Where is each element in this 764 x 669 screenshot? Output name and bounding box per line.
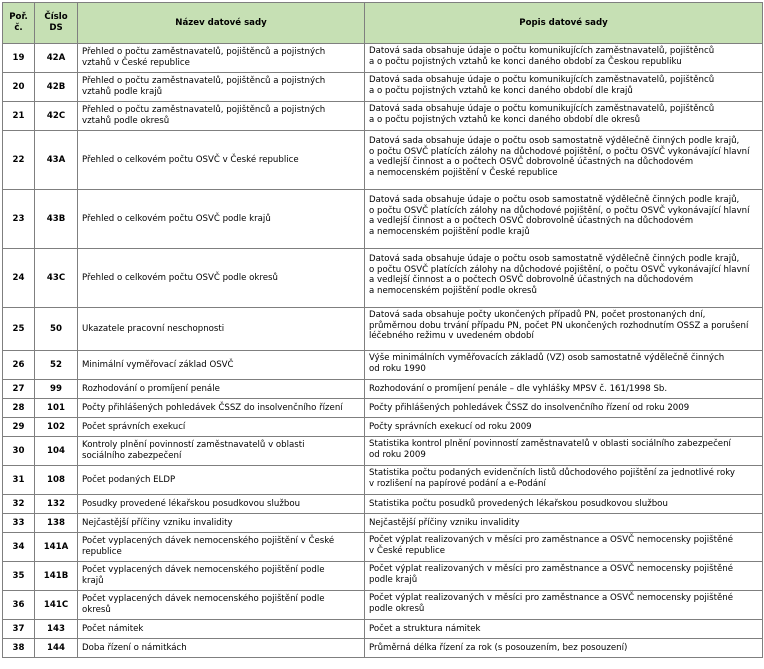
table-row bbox=[3, 190, 763, 249]
dataset-description bbox=[365, 190, 763, 249]
row-number: 27 bbox=[3, 380, 35, 399]
dataset-description-line: Statistika kontrol plnění povinností zaměstnavatelů v oblasti sociálního zabezpečení bbox=[369, 439, 731, 449]
table-row bbox=[3, 620, 763, 639]
dataset-description-line: léčebného režimu v uvedeném období bbox=[369, 331, 534, 342]
table-row bbox=[3, 639, 763, 658]
table-row bbox=[3, 562, 763, 591]
dataset-description bbox=[365, 514, 763, 533]
header-dataset-code-line1: Číslo bbox=[44, 12, 68, 23]
dataset-name-line: vztahů v České republice bbox=[82, 58, 190, 68]
dataset-name-line: sociálního zabezpečení bbox=[82, 451, 182, 461]
dataset-description-line: podle krajů bbox=[369, 574, 418, 585]
dataset-description bbox=[365, 351, 763, 380]
dataset-description bbox=[365, 466, 763, 495]
dataset-description-line: a vedlejší činnost a o počtech OSVČ dobrovolně účastných na důchodovém bbox=[369, 157, 694, 168]
row-number: 28 bbox=[3, 399, 35, 418]
dataset-code: 108 bbox=[35, 466, 78, 495]
dataset-name-line: Doba řízení o námitkách bbox=[82, 642, 187, 653]
dataset-description-line: Datová sada obsahuje údaje o počtu osob samostatně výdělečně činných podle krajů, bbox=[369, 254, 740, 264]
dataset-description bbox=[365, 437, 763, 466]
dataset-description bbox=[365, 249, 763, 308]
table-row bbox=[3, 308, 763, 351]
row-number: 19 bbox=[3, 44, 35, 73]
row-number: 30 bbox=[3, 437, 35, 466]
dataset-name-line: krajů bbox=[82, 576, 104, 586]
table-row bbox=[3, 44, 763, 73]
dataset-code: 141C bbox=[35, 591, 78, 620]
row-number: 26 bbox=[3, 351, 35, 380]
dataset-name-line: Ukazatele pracovní neschopnosti bbox=[82, 323, 225, 334]
dataset-name bbox=[78, 533, 365, 562]
dataset-name-line: Počty přihlášených pohledávek ČSSZ do insolvenčního řízení bbox=[82, 402, 343, 413]
dataset-name-line: Počet vyplacených dávek nemocenského pojištění podle bbox=[82, 594, 325, 605]
dataset-description-line: a nemocenském pojištění podle okresů bbox=[369, 285, 537, 296]
dataset-description-line: od roku 1990 bbox=[369, 363, 426, 374]
dataset-name bbox=[78, 514, 365, 533]
dataset-description-line: průměrnou dobu trvání případu PN, počet PN ukončených rozhodnutím OSSZ a porušení bbox=[369, 320, 749, 331]
dataset-code: 43A bbox=[35, 131, 78, 190]
dataset-name-line: Počet podaných ELDP bbox=[82, 474, 176, 485]
dataset-name-line: Přehled o počtu zaměstnavatelů, pojištěnců a pojistných bbox=[82, 105, 326, 116]
dataset-code: 138 bbox=[35, 514, 78, 533]
dataset-name bbox=[78, 73, 365, 102]
dataset-description bbox=[365, 308, 763, 351]
dataset-description-line: od roku 2009 bbox=[369, 449, 426, 460]
row-number: 36 bbox=[3, 591, 35, 620]
dataset-name-line: Počet vyplacených dávek nemocenského pojištění podle bbox=[82, 565, 325, 576]
dataset-name-line: republice bbox=[82, 547, 122, 557]
dataset-description bbox=[365, 639, 763, 658]
dataset-name bbox=[78, 190, 365, 249]
table-row bbox=[3, 466, 763, 495]
dataset-description-line: Průměrná délka řízení za rok (s posouzením, bez posouzení) bbox=[369, 642, 628, 653]
table-row bbox=[3, 495, 763, 514]
dataset-name bbox=[78, 620, 365, 639]
dataset-name bbox=[78, 591, 365, 620]
row-number: 25 bbox=[3, 308, 35, 351]
row-number: 23 bbox=[3, 190, 35, 249]
dataset-code: 102 bbox=[35, 418, 78, 437]
table-row bbox=[3, 418, 763, 437]
header-row-number-line2: č. bbox=[14, 23, 23, 33]
row-number: 24 bbox=[3, 249, 35, 308]
dataset-name bbox=[78, 437, 365, 466]
dataset-description bbox=[365, 620, 763, 639]
dataset-description bbox=[365, 399, 763, 418]
dataset-description-line: Počet výplat realizovaných v měsíci pro zaměstnance a OSVČ nemocensky pojištěné bbox=[369, 564, 733, 574]
dataset-name-line: Počet správních exekucí bbox=[82, 421, 186, 432]
dataset-name-line: vztahů podle okresů bbox=[82, 116, 170, 126]
dataset-code: 132 bbox=[35, 495, 78, 514]
dataset-description-line: Datová sada obsahuje údaje o počtu komunikujících zaměstnavatelů, pojištěnců bbox=[369, 46, 715, 56]
header-dataset-description: Popis datové sady bbox=[365, 3, 763, 44]
dataset-name-line: okresů bbox=[82, 605, 111, 615]
dataset-description-line: o počtu OSVČ platících zálohy na důchodové pojištění, o počtu OSVČ vykonávající hlavní bbox=[369, 205, 750, 216]
table-row bbox=[3, 351, 763, 380]
row-number: 33 bbox=[3, 514, 35, 533]
table-header-row bbox=[3, 3, 763, 44]
dataset-description-line: Datová sada obsahuje údaje o počtu osob samostatně výdělečně činných podle krajů, bbox=[369, 195, 740, 205]
dataset-name-line: Přehled o počtu zaměstnavatelů, pojištěnců a pojistných bbox=[82, 76, 326, 87]
row-number: 22 bbox=[3, 131, 35, 190]
dataset-name-line: Přehled o celkovém počtu OSVČ v České republice bbox=[82, 154, 299, 165]
dataset-description-line: Výše minimálních vyměřovacích základů (VZ) osob samostatně výdělečně činných bbox=[369, 353, 725, 363]
table-row bbox=[3, 437, 763, 466]
dataset-description-line: Statistika počtu podaných evidenčních listů důchodového pojištění za jednotlivé roky bbox=[369, 468, 735, 478]
header-dataset-code-line2: DS bbox=[49, 23, 63, 33]
header-row-number-line1: Poř. bbox=[9, 12, 28, 23]
dataset-name bbox=[78, 351, 365, 380]
row-number: 32 bbox=[3, 495, 35, 514]
table-row bbox=[3, 514, 763, 533]
dataset-description-line: v rozlišení na papírové podání a e-Podání bbox=[369, 478, 546, 489]
row-number: 35 bbox=[3, 562, 35, 591]
dataset-description-line: v České republice bbox=[369, 545, 446, 556]
dataset-description-line: a o počtu pojistných vztahů ke konci daného období za Českou republiku bbox=[369, 56, 682, 67]
dataset-description bbox=[365, 495, 763, 514]
dataset-name-line: Počet vyplacených dávek nemocenského pojištění v České bbox=[82, 536, 335, 547]
dataset-description-line: Počet výplat realizovaných v měsíci pro zaměstnance a OSVČ nemocensky pojištěné bbox=[369, 593, 733, 603]
dataset-description bbox=[365, 418, 763, 437]
dataset-description-line: Počty přihlášených pohledávek ČSSZ do insolvenčního řízení od roku 2009 bbox=[369, 402, 690, 413]
row-number: 38 bbox=[3, 639, 35, 658]
dataset-name bbox=[78, 399, 365, 418]
dataset-description-line: Datová sada obsahuje údaje o počtu komunikujících zaměstnavatelů, pojištěnců bbox=[369, 104, 715, 114]
table-row bbox=[3, 533, 763, 562]
header-row-number bbox=[3, 3, 35, 44]
dataset-description-line: a nemocenském pojištění v České republice bbox=[369, 167, 558, 178]
dataset-name bbox=[78, 466, 365, 495]
dataset-description-line: a nemocenském pojištění podle krajů bbox=[369, 226, 530, 237]
dataset-code: 144 bbox=[35, 639, 78, 658]
dataset-code: 141B bbox=[35, 562, 78, 591]
dataset-code: 104 bbox=[35, 437, 78, 466]
dataset-description-line: Nejčastější příčiny vzniku invalidity bbox=[369, 517, 520, 528]
table-row bbox=[3, 591, 763, 620]
table-row bbox=[3, 380, 763, 399]
dataset-description-line: Počet a struktura námitek bbox=[369, 623, 481, 634]
dataset-name-line: Posudky provedené lékařskou posudkovou službou bbox=[82, 498, 301, 509]
dataset-name-line: Minimální vyměřovací základ OSVČ bbox=[82, 359, 234, 370]
dataset-description bbox=[365, 131, 763, 190]
dataset-code: 43B bbox=[35, 190, 78, 249]
dataset-description bbox=[365, 44, 763, 73]
dataset-name-line: Kontroly plnění povinností zaměstnavatelů v oblasti bbox=[82, 440, 305, 451]
dataset-description bbox=[365, 380, 763, 399]
table-row bbox=[3, 249, 763, 308]
dataset-description bbox=[365, 102, 763, 131]
dataset-description-line: a o počtu pojistných vztahů ke konci daného období dle okresů bbox=[369, 114, 641, 125]
row-number: 31 bbox=[3, 466, 35, 495]
dataset-code: 143 bbox=[35, 620, 78, 639]
table-row bbox=[3, 73, 763, 102]
dataset-description-line: o počtu OSVČ platících zálohy na důchodové pojištění, o počtu OSVČ vykonávající hlavní bbox=[369, 264, 750, 275]
dataset-description bbox=[365, 562, 763, 591]
dataset-name-line: Počet námitek bbox=[82, 623, 144, 634]
dataset-description-line: Datová sada obsahuje počty ukončených případů PN, počet prostonaných dní, bbox=[369, 310, 706, 320]
dataset-name bbox=[78, 249, 365, 308]
dataset-name bbox=[78, 308, 365, 351]
dataset-name bbox=[78, 562, 365, 591]
dataset-description-line: Statistika počtu posudků provedených lékařskou posudkovou službou bbox=[369, 498, 668, 509]
dataset-name bbox=[78, 380, 365, 399]
dataset-table bbox=[2, 2, 763, 658]
table-row bbox=[3, 399, 763, 418]
dataset-description-line: Rozhodování o promíjení penále – dle vyhlášky MPSV č. 161/1998 Sb. bbox=[369, 383, 668, 394]
dataset-code: 50 bbox=[35, 308, 78, 351]
table-row bbox=[3, 131, 763, 190]
row-number: 34 bbox=[3, 533, 35, 562]
dataset-code: 141A bbox=[35, 533, 78, 562]
dataset-name-line: Přehled o počtu zaměstnavatelů, pojištěnců a pojistných bbox=[82, 47, 326, 58]
row-number: 37 bbox=[3, 620, 35, 639]
table-row bbox=[3, 102, 763, 131]
dataset-description-line: Počet výplat realizovaných v měsíci pro zaměstnance a OSVČ nemocensky pojištěné bbox=[369, 535, 733, 545]
dataset-code: 99 bbox=[35, 380, 78, 399]
dataset-description-line: a vedlejší činnost a o počtech OSVČ dobrovolně účastných na důchodovém bbox=[369, 216, 694, 227]
dataset-code: 42B bbox=[35, 73, 78, 102]
dataset-name-line: Přehled o celkovém počtu OSVČ podle okresů bbox=[82, 272, 278, 283]
dataset-name bbox=[78, 418, 365, 437]
dataset-name-line: vztahů podle krajů bbox=[82, 87, 163, 97]
row-number: 21 bbox=[3, 102, 35, 131]
dataset-description-line: o počtu OSVČ platících zálohy na důchodové pojištění, o počtu OSVČ vykonávající hlavní bbox=[369, 146, 750, 157]
dataset-description-line: Datová sada obsahuje údaje o počtu komunikujících zaměstnavatelů, pojištěnců bbox=[369, 75, 715, 85]
dataset-name bbox=[78, 102, 365, 131]
dataset-description-line: a vedlejší činnost a o počtech OSVČ dobrovolně účastných na důchodovém bbox=[369, 275, 694, 286]
dataset-name-line: Přehled o celkovém počtu OSVČ podle krajů bbox=[82, 213, 271, 224]
dataset-name bbox=[78, 131, 365, 190]
dataset-description bbox=[365, 73, 763, 102]
dataset-description-line: a o počtu pojistných vztahů ke konci daného období dle krajů bbox=[369, 85, 633, 96]
row-number: 29 bbox=[3, 418, 35, 437]
dataset-name bbox=[78, 495, 365, 514]
dataset-description bbox=[365, 591, 763, 620]
dataset-code: 42C bbox=[35, 102, 78, 131]
dataset-description-line: podle okresů bbox=[369, 603, 425, 614]
row-number: 20 bbox=[3, 73, 35, 102]
dataset-description bbox=[365, 533, 763, 562]
dataset-code: 43C bbox=[35, 249, 78, 308]
dataset-code: 52 bbox=[35, 351, 78, 380]
dataset-name bbox=[78, 44, 365, 73]
header-dataset-name: Název datové sady bbox=[78, 3, 365, 44]
dataset-description-line: Datová sada obsahuje údaje o počtu osob samostatně výdělečně činných podle krajů, bbox=[369, 136, 740, 146]
header-dataset-code bbox=[35, 3, 78, 44]
dataset-name-line: Nejčastější příčiny vzniku invalidity bbox=[82, 517, 233, 528]
dataset-name bbox=[78, 639, 365, 658]
dataset-description-line: Počty správních exekucí od roku 2009 bbox=[369, 421, 532, 432]
dataset-code: 42A bbox=[35, 44, 78, 73]
dataset-code: 101 bbox=[35, 399, 78, 418]
dataset-name-line: Rozhodování o promíjení penále bbox=[82, 383, 220, 394]
